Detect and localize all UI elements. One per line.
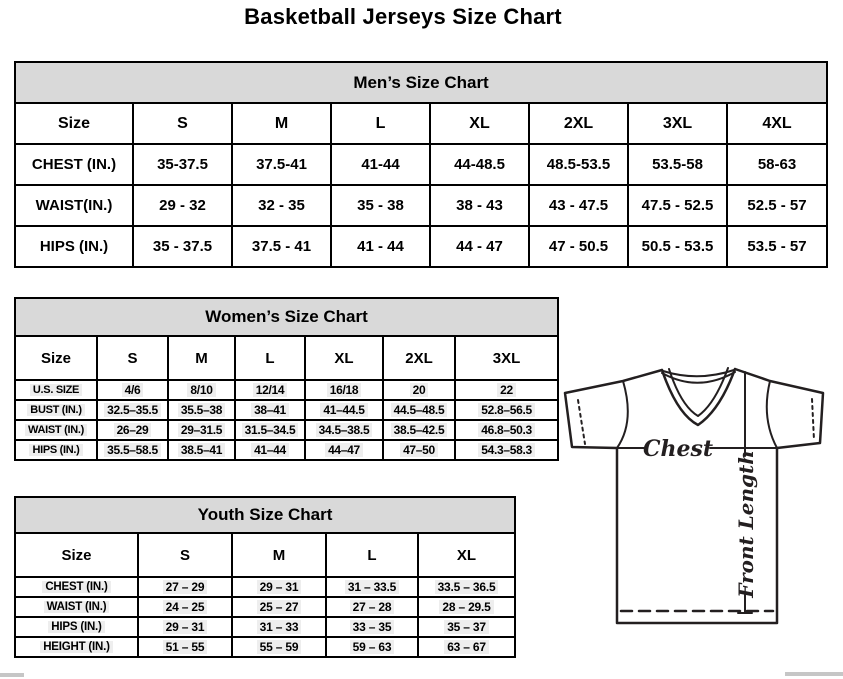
table-cell: 41–44 [235, 440, 305, 460]
column-header: XL [430, 103, 529, 144]
table-cell: 50.5 - 53.5 [628, 226, 727, 267]
table-cell: 31 – 33 [232, 617, 326, 637]
table-cell: 54.3–58.3 [455, 440, 558, 460]
column-header: 4XL [727, 103, 827, 144]
column-header: Size [15, 533, 138, 577]
sleeve-hem-dashed-right [812, 399, 814, 440]
row-label: CHEST (IN.) [15, 144, 133, 185]
jersey-armhole-right [767, 381, 777, 448]
table-header-row [15, 103, 827, 144]
column-header: Size [15, 103, 133, 144]
table-cell: 27 – 28 [326, 597, 418, 617]
jersey-armhole-left [617, 381, 628, 448]
column-header: 3XL [628, 103, 727, 144]
table-cell: 4/6 [97, 380, 168, 400]
horizontal-scrollbar-fragment-left[interactable] [0, 673, 24, 677]
table-cell: 22 [455, 380, 558, 400]
table-cell: 41-44 [331, 144, 430, 185]
row-label: HIPS (IN.) [15, 226, 133, 267]
table-cell: 29–31.5 [168, 420, 235, 440]
mens-size-table [14, 61, 828, 268]
table-cell: 12/14 [235, 380, 305, 400]
column-header: XL [305, 336, 383, 380]
table-cell: 35 - 37.5 [133, 226, 232, 267]
column-header: S [138, 533, 232, 577]
table-cell: 41 - 44 [331, 226, 430, 267]
table-title: Men’s Size Chart [15, 62, 827, 103]
table-title-row [15, 62, 827, 103]
table-cell: 20 [383, 380, 455, 400]
sleeve-hem-dashed-left [578, 400, 585, 444]
row-label: WAIST (IN.) [15, 420, 97, 440]
column-header: Size [15, 336, 97, 380]
row-label: U.S. SIZE [15, 380, 97, 400]
table-cell: 32.5–35.5 [97, 400, 168, 420]
table-cell: 29 – 31 [138, 617, 232, 637]
table-cell: 41–44.5 [305, 400, 383, 420]
table-cell: 44 - 47 [430, 226, 529, 267]
table-cell: 35.5–38 [168, 400, 235, 420]
table-cell: 29 - 32 [133, 185, 232, 226]
front-length-label: Front Length [734, 450, 758, 598]
column-header: L [331, 103, 430, 144]
table-cell: 38 - 43 [430, 185, 529, 226]
table-cell: 31.5–34.5 [235, 420, 305, 440]
row-label: HEIGHT (IN.) [15, 637, 138, 657]
column-header: M [232, 103, 331, 144]
column-header: M [168, 336, 235, 380]
row-label: HIPS (IN.) [15, 440, 97, 460]
table-cell: 43 - 47.5 [529, 185, 628, 226]
table-cell: 51 – 55 [138, 637, 232, 657]
table-cell: 53.5 - 57 [727, 226, 827, 267]
row-label: WAIST (IN.) [15, 597, 138, 617]
table-cell: 44-48.5 [430, 144, 529, 185]
table-cell: 55 – 59 [232, 637, 326, 657]
column-header: L [326, 533, 418, 577]
jersey-diagram [557, 360, 843, 660]
table-row [15, 226, 827, 267]
row-label: HIPS (IN.) [15, 617, 138, 637]
column-header: 3XL [455, 336, 558, 380]
table-cell: 34.5–38.5 [305, 420, 383, 440]
horizontal-scrollbar-fragment-right[interactable] [785, 672, 843, 676]
table-cell: 52.5 - 57 [727, 185, 827, 226]
table-header-row [15, 533, 515, 577]
column-header: 2XL [383, 336, 455, 380]
table-cell: 47.5 - 52.5 [628, 185, 727, 226]
table-cell: 48.5-53.5 [529, 144, 628, 185]
table-cell: 44–47 [305, 440, 383, 460]
column-header: 2XL [529, 103, 628, 144]
table-cell: 47 - 50.5 [529, 226, 628, 267]
youth-size-table [14, 496, 516, 658]
column-header: L [235, 336, 305, 380]
table-cell: 37.5 - 41 [232, 226, 331, 267]
table-cell: 46.8–50.3 [455, 420, 558, 440]
table-cell: 52.8–56.5 [455, 400, 558, 420]
table-row [15, 577, 515, 597]
chest-label: Chest [642, 436, 714, 462]
page-title: Basketball Jerseys Size Chart [244, 4, 562, 29]
table-cell: 25 – 27 [232, 597, 326, 617]
table-cell: 35 – 37 [418, 617, 515, 637]
row-label: WAIST(IN.) [15, 185, 133, 226]
table-header-row [15, 336, 558, 380]
table-row [15, 380, 558, 400]
table-cell: 59 – 63 [326, 637, 418, 657]
table-cell: 35-37.5 [133, 144, 232, 185]
table-cell: 53.5-58 [628, 144, 727, 185]
table-cell: 32 - 35 [232, 185, 331, 226]
table-cell: 28 – 29.5 [418, 597, 515, 617]
table-cell: 33.5 – 36.5 [418, 577, 515, 597]
column-header: XL [418, 533, 515, 577]
table-cell: 24 – 25 [138, 597, 232, 617]
table-row [15, 597, 515, 617]
jersey-collar-back-seam-1 [663, 370, 734, 376]
table-cell: 8/10 [168, 380, 235, 400]
womens-size-table [14, 297, 559, 461]
table-row [15, 144, 827, 185]
table-cell: 33 – 35 [326, 617, 418, 637]
table-cell: 29 – 31 [232, 577, 326, 597]
table-cell: 38–41 [235, 400, 305, 420]
table-cell: 44.5–48.5 [383, 400, 455, 420]
table-cell: 38.5–42.5 [383, 420, 455, 440]
table-title-row [15, 497, 515, 533]
table-cell: 47–50 [383, 440, 455, 460]
jersey-outline-group [565, 368, 823, 623]
table-cell: 63 – 67 [418, 637, 515, 657]
table-cell: 35 - 38 [331, 185, 430, 226]
row-label: BUST (IN.) [15, 400, 97, 420]
table-cell: 26–29 [97, 420, 168, 440]
column-header: S [133, 103, 232, 144]
table-cell: 37.5-41 [232, 144, 331, 185]
table-cell: 16/18 [305, 380, 383, 400]
table-cell: 38.5–41 [168, 440, 235, 460]
table-cell: 58-63 [727, 144, 827, 185]
table-title: Women’s Size Chart [15, 298, 558, 336]
table-row [15, 637, 515, 657]
table-row [15, 420, 558, 440]
column-header: M [232, 533, 326, 577]
column-header: S [97, 336, 168, 380]
table-cell: 35.5–58.5 [97, 440, 168, 460]
table-row [15, 185, 827, 226]
table-row [15, 400, 558, 420]
jersey-outline [565, 369, 823, 623]
table-row [15, 440, 558, 460]
table-cell: 27 – 29 [138, 577, 232, 597]
table-row [15, 617, 515, 637]
table-title-row [15, 298, 558, 336]
table-title: Youth Size Chart [15, 497, 515, 533]
table-cell: 31 – 33.5 [326, 577, 418, 597]
row-label: CHEST (IN.) [15, 577, 138, 597]
